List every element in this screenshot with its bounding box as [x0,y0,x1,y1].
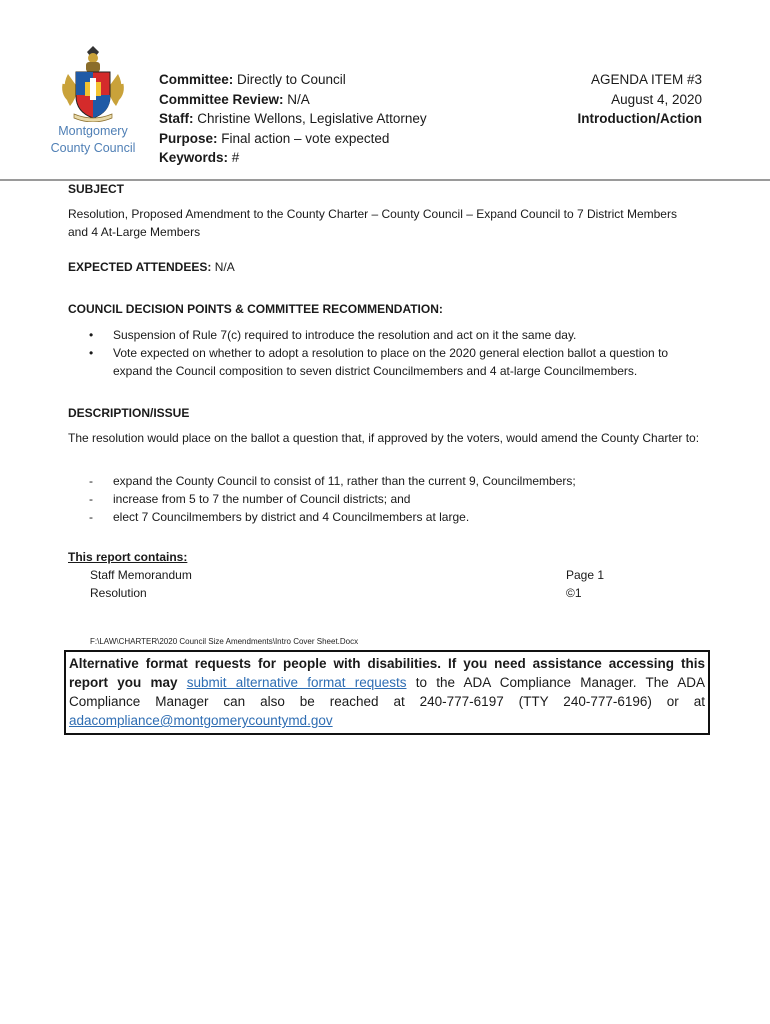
subject-text: Resolution, Proposed Amendment to the County Charter – County Council – Expand Council to 7 District Members and 4 At-Large Members [68,207,677,239]
list-item [68,508,704,526]
dash-marker: - [89,492,93,506]
agenda-action-type [578,109,702,129]
ada-bold-text: Alternative format requests for people with disabilities. If you need assistance accessing this report you may [69,656,705,690]
list-item [68,326,704,344]
decision-points-list [68,326,704,380]
report-heading: This report contains: [68,550,188,564]
review-line [159,90,427,110]
keywords-line [159,148,427,168]
list-item-text: expand the County Council to consist of 11, rather than the current 9, Councilmembers; [113,474,576,488]
committee-value: Directly to Council [233,72,346,87]
list-item-text: increase from 5 to 7 the number of Council districts; and [113,492,411,506]
subject-heading: SUBJECT [68,182,125,196]
purpose-label: Purpose: [159,130,218,146]
org-name [40,123,146,157]
staff-label: Staff: [159,111,194,126]
description-list [68,472,704,526]
report-item-name: Staff Memorandum [90,568,192,582]
staff-line [159,109,427,129]
attendees-label: EXPECTED ATTENDEES: [68,260,212,274]
report-item-name: Resolution [90,586,147,600]
committee-line [159,70,427,90]
list-item-text: Vote expected on whether to adopt a resolution to place on the 2020 general election ballot a question to expand the Council composition to seven district Councilmembers and 4 at-large Councilmembers. [113,346,669,378]
staff-value: Christine Wellons, Legislative Attorney [193,111,427,126]
file-path: F:\LAW\CHARTER\2020 Council Size Amendments\Intro Cover Sheet.Docx [90,637,359,646]
purpose-value: Final action – vote expected [217,130,390,146]
org-name-line2: County Council [50,141,136,155]
header-meta [159,70,427,168]
list-item-text: Suspension of Rule 7(c) required to introduce the resolution and act on it the same day. [113,328,577,342]
list-item [68,490,704,508]
header-divider [0,179,770,181]
agenda-date: August 4, 2020 [611,91,702,107]
attendees-line [68,259,235,277]
attendees-value: N/A [211,260,235,274]
review-value: N/A [283,91,310,107]
purpose-line [159,129,427,149]
bullet-marker: • [89,346,94,360]
report-item-page: ©1 [566,586,582,600]
county-seal-logo [58,44,128,122]
ada-middle-text: to the ADA Compliance Manager. The ADA Compliance Manager can also be reached at 240-777-6197 (TTY 240-777-6196) or at [69,675,705,709]
review-label: Committee Review: [159,91,284,107]
description-heading: DESCRIPTION/ISSUE [68,406,190,420]
bullet-marker: • [89,328,94,342]
committee-label: Committee: [159,72,234,87]
agenda-block [578,70,702,129]
list-item-text: elect 7 Councilmembers by district and 4 Councilmembers at large. [113,510,470,524]
list-item [68,472,704,490]
agenda-item: AGENDA ITEM #3 [590,72,702,87]
keywords-value: # [228,150,240,165]
ada-email-link[interactable]: adacompliance@montgomerycountymd.gov [69,713,333,728]
dash-marker: - [89,510,93,524]
list-item [68,344,704,380]
dash-marker: - [89,474,93,488]
action-type-text: Introduction/Action [577,111,702,126]
ada-notice-box [64,650,710,735]
keywords-label: Keywords: [159,150,229,165]
org-name-line1: Montgomery [58,124,128,138]
decision-points-heading: COUNCIL DECISION POINTS & COMMITTEE RECOMMENDATION: [68,302,443,316]
submit-format-request-link[interactable]: submit alternative format requests [186,675,407,690]
description-intro: The resolution would place on the ballot a question that, if approved by the voters, would amend the County Charter to: [68,431,700,445]
report-item-page: Page 1 [566,568,605,582]
